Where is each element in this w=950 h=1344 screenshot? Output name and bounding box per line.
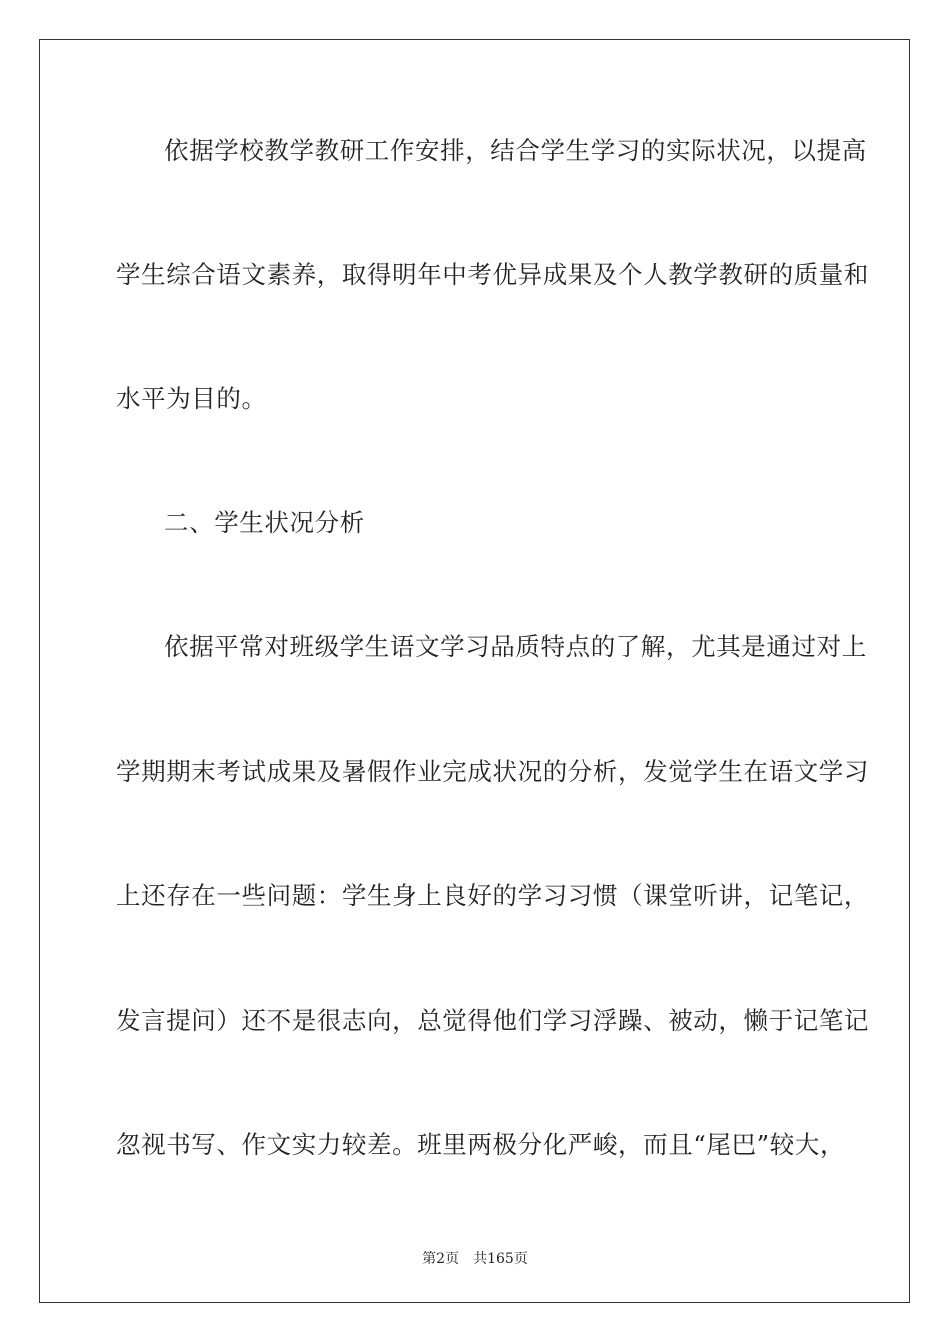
page-footer	[0, 1250, 950, 1268]
page-border	[39, 39, 910, 1303]
section-heading: 二、学生状况分析	[164, 508, 365, 537]
paragraph-1-line-1: 依据学校教学教研工作安排，结合学生学习的实际状况，以提高	[164, 136, 867, 165]
total-pages: 共165页	[473, 1251, 528, 1267]
paragraph-1-line-3: 水平为目的。	[116, 384, 267, 413]
paragraph-2-line-1: 依据平常对班级学生语文学习品质特点的了解，尤其是通过对上	[164, 632, 867, 661]
paragraph-2-line-3: 上还存在一些问题：学生身上良好的学习习惯（课堂听讲，记笔记，	[116, 881, 869, 910]
paragraph-2-line-2: 学期期末考试成果及暑假作业完成状况的分析，发觉学生在语文学习	[116, 757, 869, 786]
paragraph-2-line-5: 忽视书写、作文实力较差。班里两极分化严峻，而且“尾巴”较大，	[116, 1130, 846, 1159]
paragraph-2-line-4: 发言提问）还不是很志向，总觉得他们学习浮躁、被动，懒于记笔记	[116, 1006, 869, 1035]
page-number: 第2页	[422, 1251, 460, 1267]
paragraph-1-line-2: 学生综合语文素养，取得明年中考优异成果及个人教学教研的质量和	[116, 260, 869, 289]
